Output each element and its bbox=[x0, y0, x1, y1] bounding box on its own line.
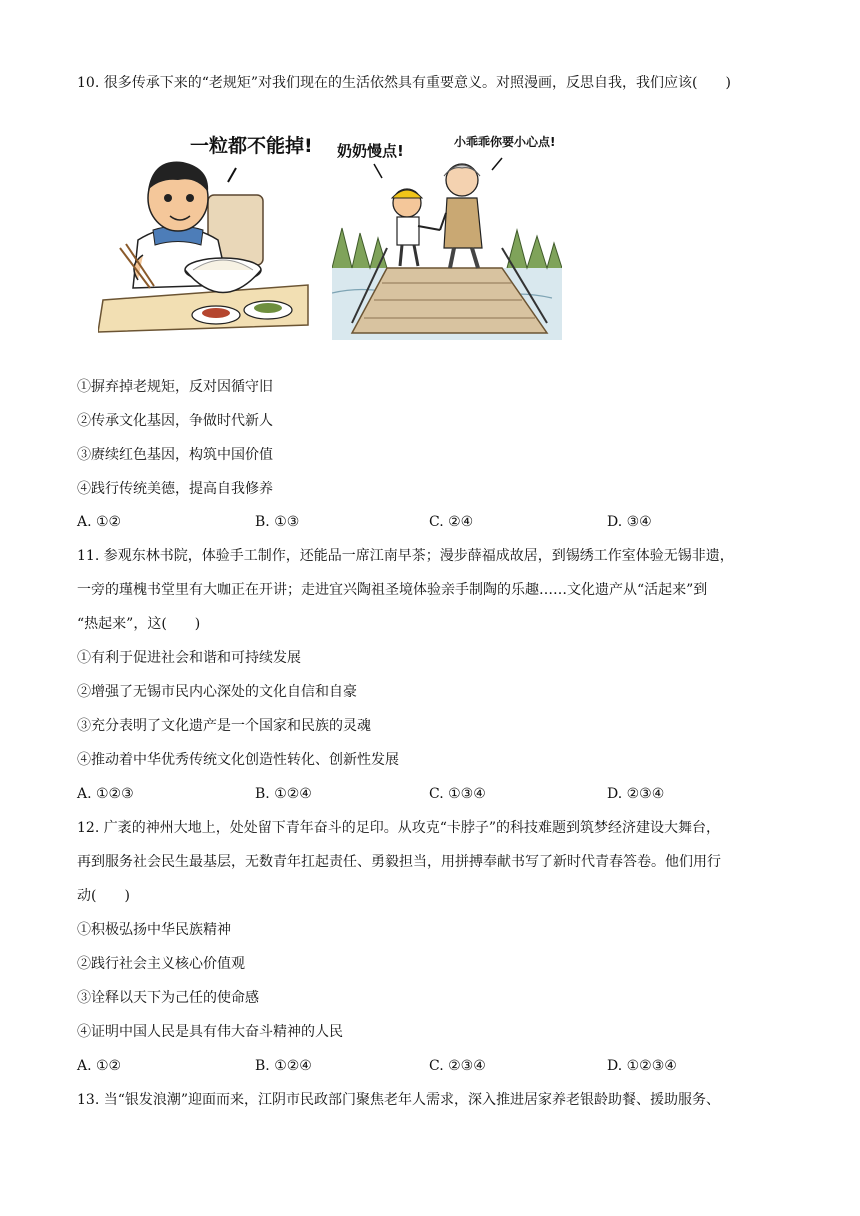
q12-option-a[interactable]: A. ①② bbox=[77, 1058, 122, 1074]
q11-stem-line-3: “热起来”，这( ) bbox=[77, 616, 201, 632]
q12-item-3: ③诠释以天下为己任的使命感 bbox=[77, 990, 259, 1006]
q12-option-c[interactable]: C. ②③④ bbox=[429, 1058, 486, 1074]
q10-option-a[interactable]: A. ①② bbox=[77, 514, 122, 530]
q11-item-4: ④推动着中华优秀传统文化创造性转化、创新性发展 bbox=[77, 752, 399, 768]
q12-item-2: ②践行社会主义核心价值观 bbox=[77, 956, 245, 972]
q12-item-1: ①积极弘扬中华民族精神 bbox=[77, 922, 231, 938]
q11-options bbox=[77, 784, 797, 804]
q12-item-4: ④证明中国人民是具有伟大奋斗精神的人民 bbox=[77, 1024, 343, 1040]
q12-stem-line-3: 动( ) bbox=[77, 888, 130, 904]
q11-item-2: ②增强了无锡市民内心深处的文化自信和自豪 bbox=[77, 684, 357, 700]
q10-item-2: ②传承文化基因，争做时代新人 bbox=[77, 413, 273, 429]
q12-option-b[interactable]: B. ①②④ bbox=[255, 1058, 312, 1074]
q10-stem: 10. 很多传承下来的“老规矩”对我们现在的生活依然具有重要意义。对照漫画，反思自我，我们应该( ) bbox=[77, 75, 731, 91]
cartoon-boy-eating-rice bbox=[98, 120, 313, 340]
q10-item-1: ①摒弃掉老规矩，反对因循守旧 bbox=[77, 379, 273, 395]
q11-option-a[interactable]: A. ①②③ bbox=[77, 786, 134, 802]
q12-stem-line-1: 12. 广袤的神州大地上，处处留下青年奋斗的足印。从攻克“卡脖子”的科技难题到筑梦经济建设大舞台， bbox=[77, 820, 721, 836]
cartoon-child-helping-grandma bbox=[332, 118, 562, 340]
q10-option-b[interactable]: B. ①③ bbox=[255, 514, 300, 530]
cartoon2-speech-right: 小乖乖你要小心点! bbox=[454, 135, 556, 149]
q11-item-1: ①有利于促进社会和谐和可持续发展 bbox=[77, 650, 301, 666]
cartoon2-speech-left: 奶奶慢点! bbox=[337, 142, 404, 160]
q13-stem-line-1: 13. 当“银发浪潮”迎面而来，江阴市民政部门聚焦老年人需求，深入推进居家养老银龄助餐、援助服务、 bbox=[77, 1092, 721, 1108]
q12-stem-line-2: 再到服务社会民生最基层，无数青年扛起责任、勇毅担当，用拼搏奉献书写了新时代青春答卷。他们用行 bbox=[77, 854, 721, 870]
q11-item-3: ③充分表明了文化遗产是一个国家和民族的灵魂 bbox=[77, 718, 371, 734]
q11-option-c[interactable]: C. ①③④ bbox=[429, 786, 486, 802]
q10-options bbox=[77, 512, 797, 532]
q10-item-3: ③赓续红色基因，构筑中国价值 bbox=[77, 447, 273, 463]
q12-options bbox=[77, 1056, 797, 1076]
q12-option-d[interactable]: D. ①②③④ bbox=[607, 1058, 677, 1074]
q11-stem-line-2: 一旁的瑾槐书堂里有大咖正在开讲；走进宜兴陶祖圣境体验亲手制陶的乐趣……文化遗产从“活起来”到 bbox=[77, 582, 708, 598]
q10-option-d[interactable]: D. ③④ bbox=[607, 514, 652, 530]
q10-option-c[interactable]: C. ②④ bbox=[429, 514, 474, 530]
q10-item-4: ④践行传统美德，提高自我修养 bbox=[77, 481, 273, 497]
cartoon1-speech: 一粒都不能掉! bbox=[190, 135, 313, 157]
q11-option-b[interactable]: B. ①②④ bbox=[255, 786, 312, 802]
q11-option-d[interactable]: D. ②③④ bbox=[607, 786, 665, 802]
q11-stem-line-1: 11. 参观东林书院，体验手工制作，还能品一席江南早茶；漫步薛福成故居，到锡绣工作室体验无锡非遗， bbox=[77, 548, 734, 564]
